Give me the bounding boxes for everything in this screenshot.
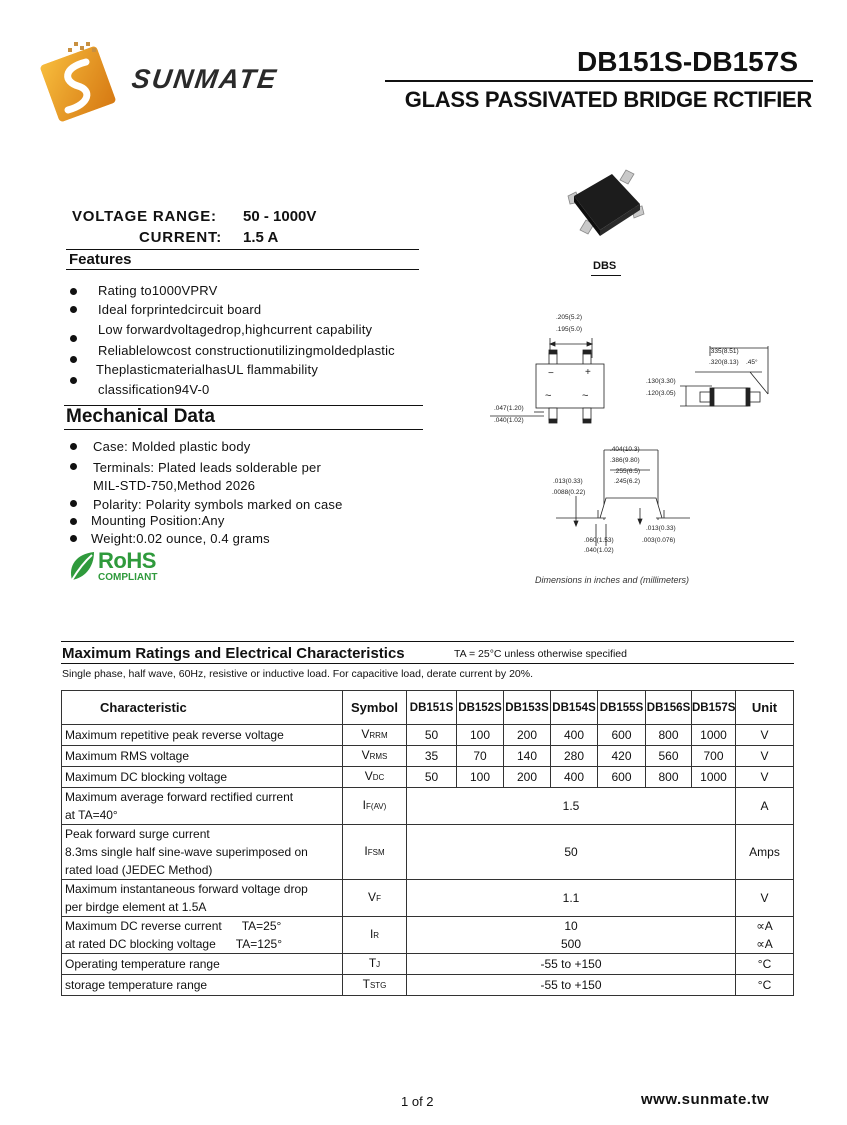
row-value: 560	[646, 746, 692, 767]
dim-bot-d: .245(6.2)	[614, 478, 641, 485]
table-header-row	[62, 691, 794, 725]
current-label: CURRENT:	[139, 229, 223, 246]
row-symbol: IF(AV)	[343, 788, 407, 825]
table-row	[62, 880, 794, 917]
package-image	[560, 160, 650, 245]
row-label: Maximum average forward rectified current at TA=40°	[62, 788, 343, 825]
section-title: Maximum Ratings and Electrical Characteristics	[62, 645, 405, 662]
voltage-range-label: VOLTAGE RANGE:	[72, 208, 217, 225]
header-part: DB157S	[692, 691, 736, 725]
row-symbol: VRRM	[343, 725, 407, 746]
header-characteristic: Characteristic	[62, 691, 343, 725]
brand-wordmark: SUNMATE	[129, 64, 280, 94]
company-logo	[40, 38, 310, 128]
dim-bot-f: .0088(0.22)	[552, 489, 586, 496]
header-unit: Unit	[736, 691, 794, 725]
table-row	[62, 767, 794, 788]
table-row	[62, 954, 794, 975]
row-value: 70	[457, 746, 504, 767]
row-value: 50	[407, 825, 736, 880]
feature-item: TheplasticmaterialhasUL flammability	[96, 362, 319, 377]
dim-bot-c: .255(6.5)	[614, 468, 641, 475]
dim-bot-i: .060(1.53)	[584, 537, 614, 544]
conditions-note: Single phase, half wave, 60Hz, resistive or inductive load. For capacitive load, derate current by 20%.	[62, 668, 533, 680]
row-symbol: IR	[343, 917, 407, 954]
rohs-badge	[68, 550, 178, 586]
row-value: 200	[504, 725, 551, 746]
feature-item: Rating to1000VPRV	[98, 283, 218, 298]
dim-left-b: .040(1.02)	[494, 417, 524, 424]
row-value: 800	[646, 725, 692, 746]
mechanical-item: Terminals: Plated leads solderable per	[93, 460, 321, 475]
header-part: DB154S	[551, 691, 598, 725]
row-unit: ∝A ∝A	[736, 917, 794, 954]
bullet-icon	[70, 356, 77, 363]
dim-side-a: .335(8.51)	[709, 348, 739, 355]
row-value: 280	[551, 746, 598, 767]
bullet-icon	[70, 500, 77, 507]
dim-bot-g: .013(0.33)	[646, 525, 676, 532]
row-label: Peak forward surge current 8.3ms single half sine-wave superimposed on rated load (JEDEC Method)	[62, 825, 343, 880]
dim-bot-j: .040(1.02)	[584, 547, 614, 554]
row-value: 400	[551, 725, 598, 746]
bullet-icon	[70, 377, 77, 384]
row-value: 600	[598, 725, 646, 746]
leaf-icon	[68, 550, 96, 584]
package-label-rule	[591, 275, 621, 276]
row-value: 420	[598, 746, 646, 767]
feature-item: Ideal forprintedcircuit board	[98, 302, 262, 317]
header-part: DB152S	[457, 691, 504, 725]
part-number-title: DB151S-DB157S	[577, 46, 798, 77]
row-symbol: VF	[343, 880, 407, 917]
dim-bot-e: .013(0.33)	[553, 478, 583, 485]
dimensions-note: Dimensions in inches and (millimeters)	[535, 575, 690, 585]
mechanical-bottom-rule	[64, 429, 423, 430]
row-value: 100	[457, 767, 504, 788]
page-subtitle: GLASS PASSIVATED BRIDGE RCTIFIER	[404, 87, 812, 112]
features-top-rule	[66, 249, 419, 250]
row-unit: Amps	[736, 825, 794, 880]
dim-ac2: ~	[582, 390, 589, 402]
table-row	[62, 917, 794, 954]
row-value: 1000	[692, 725, 736, 746]
row-unit: V	[736, 725, 794, 746]
dim-side-c: .45°	[746, 359, 758, 366]
dim-top-a: .205(5.2)	[556, 314, 583, 321]
row-symbol: TJ	[343, 954, 407, 975]
row-symbol: TSTG	[343, 975, 407, 996]
header-part: DB155S	[598, 691, 646, 725]
dim-left-a: .047(1.20)	[494, 405, 524, 412]
row-value: 600	[598, 767, 646, 788]
features-bottom-rule	[66, 269, 419, 270]
row-unit: V	[736, 767, 794, 788]
mechanical-item: Mounting Position:Any	[91, 513, 225, 528]
section-top-rule	[61, 641, 794, 642]
website-link[interactable]: www.sunmate.tw	[641, 1091, 770, 1108]
row-unit: °C	[736, 975, 794, 996]
characteristics-table	[61, 690, 794, 996]
bullet-icon	[70, 306, 77, 313]
header-part: DB153S	[504, 691, 551, 725]
row-value: 10 500	[407, 917, 736, 954]
rohs-compliant-text: COMPLIANT	[98, 572, 158, 583]
voltage-range-value: 50 - 1000V	[243, 208, 317, 225]
row-symbol: IFSM	[343, 825, 407, 880]
row-value: 1000	[692, 767, 736, 788]
row-symbol: VDC	[343, 767, 407, 788]
dim-bot-h: .003(0.076)	[642, 537, 676, 544]
table-row	[62, 746, 794, 767]
bullet-icon	[70, 518, 77, 525]
row-unit: A	[736, 788, 794, 825]
row-symbol: VRMS	[343, 746, 407, 767]
rohs-text: RoHS	[98, 548, 156, 573]
row-label: Maximum repetitive peak reverse voltage	[62, 725, 343, 746]
dim-side-b: .320(8.13)	[709, 359, 739, 366]
bullet-icon	[70, 288, 77, 295]
page-number: 1 of 2	[401, 1094, 434, 1109]
features-heading: Features	[69, 251, 132, 268]
row-value: 800	[646, 767, 692, 788]
feature-item: Reliablelowcost constructionutilizingmoldedplastic	[98, 343, 395, 358]
row-value: 400	[551, 767, 598, 788]
row-label: Maximum instantaneous forward voltage drop per birdge element at 1.5A	[62, 880, 343, 917]
row-unit: V	[736, 880, 794, 917]
feature-item: Low forwardvoltagedrop,highcurrent capability	[98, 322, 373, 337]
dim-side-h-b: .120(3.05)	[646, 390, 676, 397]
package-label: DBS	[593, 260, 617, 272]
bullet-icon	[70, 335, 77, 342]
row-label: Operating temperature range	[62, 954, 343, 975]
row-value: 200	[504, 767, 551, 788]
dim-plus: +	[585, 367, 591, 378]
mechanical-heading: Mechanical Data	[66, 406, 215, 427]
row-value: -55 to +150	[407, 954, 736, 975]
row-value: 700	[692, 746, 736, 767]
table-row	[62, 975, 794, 996]
table-row	[62, 788, 794, 825]
row-value: 50	[407, 767, 457, 788]
row-value: 140	[504, 746, 551, 767]
dim-ac1: ~	[545, 390, 552, 402]
bullet-icon	[70, 443, 77, 450]
header-part: DB151S	[407, 691, 457, 725]
bullet-icon	[70, 535, 77, 542]
header-part: DB156S	[646, 691, 692, 725]
dim-minus: −	[548, 368, 554, 379]
row-label: Maximum DC reverse current TA=25° at rated DC blocking voltage TA=125°	[62, 917, 343, 954]
row-value: 1.5	[407, 788, 736, 825]
row-label: storage temperature range	[62, 975, 343, 996]
dim-side-h-a: .130(3.30)	[646, 378, 676, 385]
mechanical-item: Case: Molded plastic body	[93, 439, 251, 454]
row-label: Maximum DC blocking voltage	[62, 767, 343, 788]
row-unit: °C	[736, 954, 794, 975]
feature-item: classification94V-0	[98, 382, 210, 397]
row-value: 100	[457, 725, 504, 746]
dim-top-b: .195(5.0)	[556, 326, 583, 333]
row-value: -55 to +150	[407, 975, 736, 996]
section-bottom-rule	[61, 663, 794, 664]
dim-bot-b: .386(9.80)	[610, 457, 640, 464]
row-label: Maximum RMS voltage	[62, 746, 343, 767]
header-symbol: Symbol	[343, 691, 407, 725]
temp-note: TA = 25°C unless otherwise specified	[454, 648, 627, 660]
mechanical-item: Weight:0.02 ounce, 0.4 grams	[91, 531, 270, 546]
table-row	[62, 825, 794, 880]
row-value: 35	[407, 746, 457, 767]
current-value: 1.5 A	[243, 229, 279, 246]
mechanical-item: MIL-STD-750,Method 2026	[93, 478, 256, 493]
dim-bot-a: .404(10.3)	[610, 446, 640, 453]
row-value: 50	[407, 725, 457, 746]
mechanical-item: Polarity: Polarity symbols marked on case	[93, 497, 343, 512]
title-rule	[385, 80, 813, 82]
bullet-icon	[70, 463, 77, 470]
table-row	[62, 725, 794, 746]
row-value: 1.1	[407, 880, 736, 917]
row-unit: V	[736, 746, 794, 767]
